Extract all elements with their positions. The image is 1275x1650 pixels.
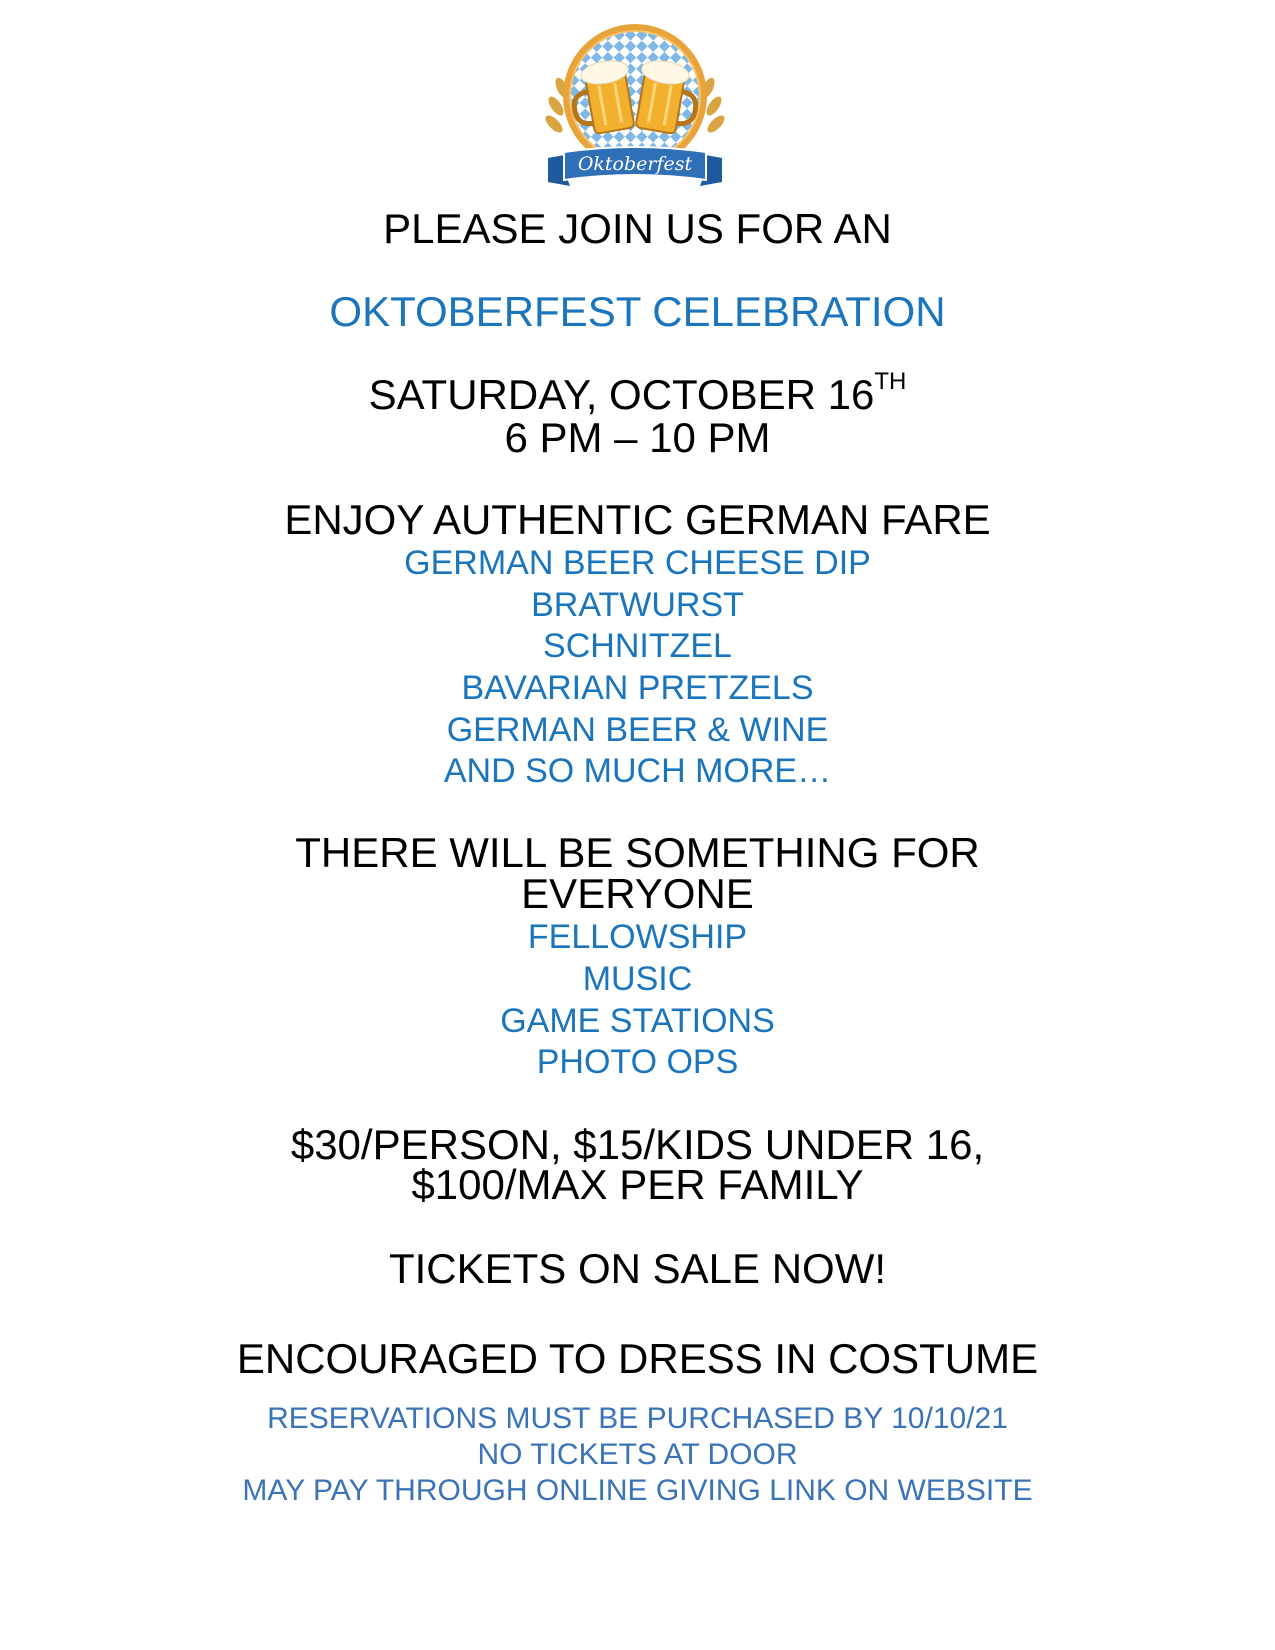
fare-heading: ENJOY AUTHENTIC GERMAN FARE	[284, 496, 991, 543]
tickets-text: TICKETS ON SALE NOW!	[388, 1245, 887, 1292]
costume-text: ENCOURAGED TO DRESS IN COSTUME	[236, 1335, 1039, 1382]
event-time: 6 PM – 10 PM	[504, 414, 771, 461]
activity-item: GAME STATIONS	[500, 1002, 775, 1040]
note-no-tickets-door: NO TICKETS AT DOOR	[477, 1438, 798, 1471]
fare-item: GERMAN BEER CHEESE DIP	[404, 544, 871, 582]
fare-item: SCHNITZEL	[543, 627, 732, 665]
note-online-giving: MAY PAY THROUGH ONLINE GIVING LINK ON WEBSITE	[242, 1474, 1033, 1507]
activities-heading-line2: EVERYONE	[521, 870, 754, 917]
activity-item: FELLOWSHIP	[527, 918, 748, 956]
pricing-line2: $100/MAX PER FAMILY	[411, 1161, 864, 1208]
event-title: OKTOBERFEST CELEBRATION	[329, 288, 946, 335]
event-date-suffix: TH	[874, 368, 907, 395]
fare-item: GERMAN BEER & WINE	[446, 711, 829, 749]
event-date	[0, 368, 1275, 418]
event-date-day: SATURDAY, OCTOBER 16	[368, 371, 875, 418]
activities-heading-line1: THERE WILL BE SOMETHING FOR	[295, 829, 980, 876]
pricing-line1: $30/PERSON, $15/KIDS UNDER 16,	[290, 1121, 985, 1168]
logo-banner	[548, 147, 722, 186]
activity-item: MUSIC	[582, 960, 693, 998]
activity-item: PHOTO OPS	[536, 1043, 739, 1081]
fare-item: AND SO MUCH MORE…	[443, 752, 832, 790]
fare-item: BAVARIAN PRETZELS	[461, 669, 814, 707]
fare-item: BRATWURST	[531, 586, 744, 624]
logo-banner-text: Oktoberfest	[577, 153, 693, 175]
note-reservations: RESERVATIONS MUST BE PURCHASED BY 10/10/21	[267, 1402, 1008, 1435]
intro-text: PLEASE JOIN US FOR AN	[383, 205, 892, 252]
oktoberfest-logo	[540, 18, 730, 203]
